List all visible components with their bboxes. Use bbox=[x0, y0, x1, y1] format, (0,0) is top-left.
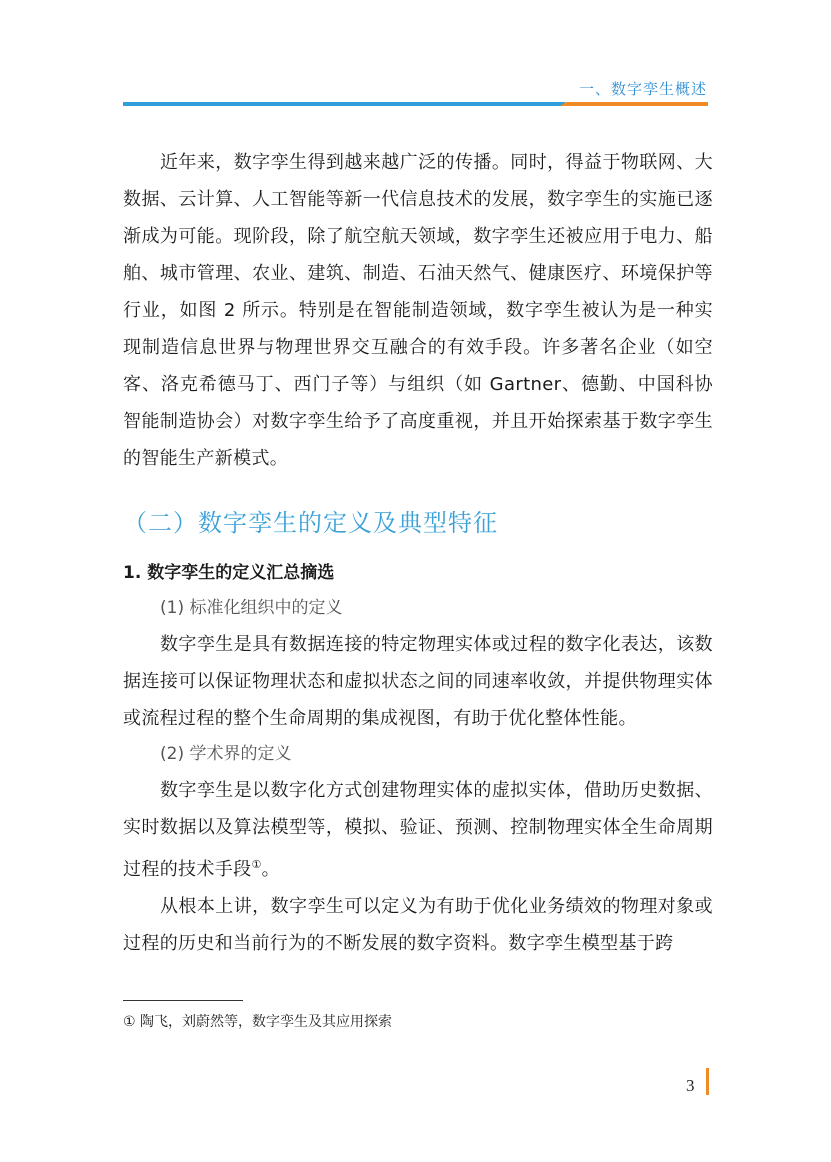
footnote-marker[interactable]: ① bbox=[251, 858, 262, 871]
section-heading: （二）数字孪生的定义及典型特征 bbox=[123, 509, 498, 537]
intro-paragraph: 近年来，数字孪生得到越来越广泛的传播。同时，得益于物联网、大数据、云计算、人工智能等新一代信息技术的发展，数字孪生的实施已逐渐成为可能。现阶段，除了航空航天领域，数字孪生还被应用于电力、船舶、城市管理、农业、建筑、制造、石油天然气、健康医疗、环境保护等行业，如图 2 所示。特别是在智能制造领域，数字孪生被认为是一种实现制造信息世界与物理世界交互融合的有效手段。许多著名企业（如空客、洛克希德马丁、西门子等）与组织（如 Gartner、德勤、中国科协智能制造协会）对数字孪生给予了高度重视，并且开始探索基于数字孪生的智能生产新模式。 bbox=[123, 152, 713, 469]
academic-definition-end: 。 bbox=[261, 859, 281, 880]
page-number-bar bbox=[706, 1068, 709, 1095]
footnote: ① 陶飞，刘蔚然等，数字孪生及其应用探索 bbox=[123, 1014, 392, 1030]
fundamental-definition-text: 从根本上讲，数字孪生可以定义为有助于优化业务绩效的物理对象或过程的历史和当前行为的不断发展的数字资料。数字孪生模型基于跨 bbox=[123, 896, 713, 954]
academic-definition-paragraph bbox=[123, 772, 713, 888]
footnote-rule bbox=[123, 1000, 243, 1001]
header-rule bbox=[123, 102, 708, 106]
academic-definition-label: (2) 学术界的定义 bbox=[160, 744, 292, 764]
standards-definition-text: 数字孪生是具有数据连接的特定物理实体或过程的数字化表达，该数据连接可以保证物理状态和虚拟状态之间的同速率收敛，并提供物理实体或流程过程的整个生命周期的集成视图，有助于优化整体性能。 bbox=[123, 634, 713, 729]
page-body bbox=[123, 144, 713, 962]
running-header-title: 一、数字孪生概述 bbox=[578, 80, 707, 98]
page-number: 3 bbox=[686, 1076, 695, 1095]
header-rule-orange bbox=[560, 102, 708, 106]
standards-definition-label: (1) 标准化组织中的定义 bbox=[160, 598, 343, 618]
academic-definition-text: 数字孪生是以数字化方式创建物理实体的虚拟实体，借助历史数据、实时数据以及算法模型等，模拟、验证、预测、控制物理实体全生命周期过程的技术手段 bbox=[123, 780, 713, 880]
subsection-heading: 1. 数字孪生的定义汇总摘选 bbox=[123, 563, 335, 583]
header-rule-blue bbox=[123, 102, 565, 106]
